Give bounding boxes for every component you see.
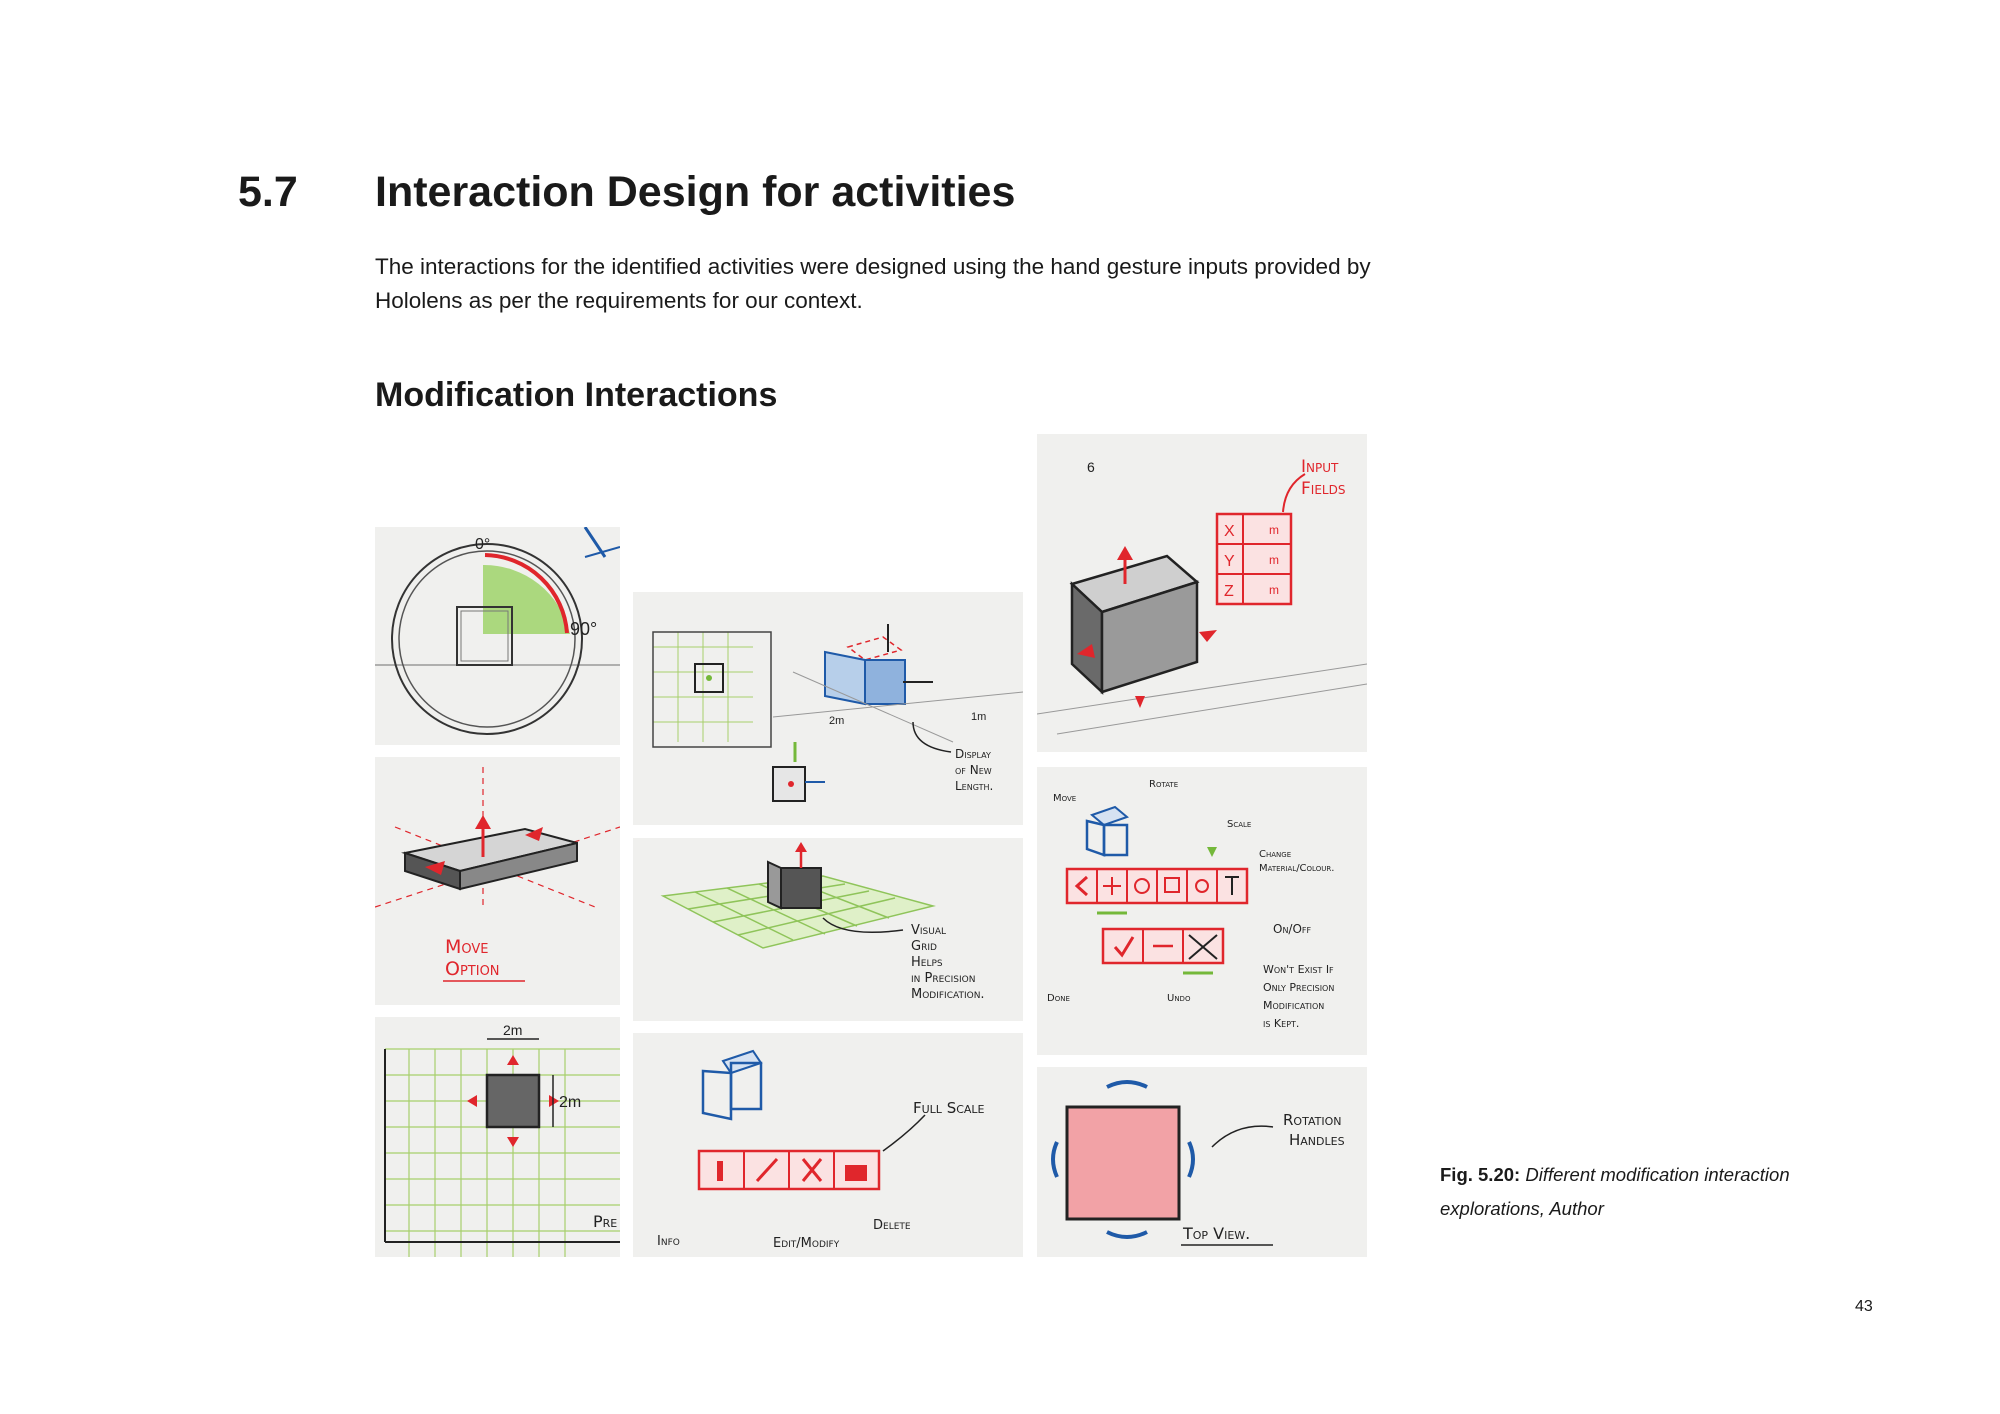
dimension-note-line2: of New xyxy=(955,763,992,777)
toolbar-scale-label: Scale xyxy=(1227,819,1252,830)
menu-scale-note: Full Scale xyxy=(913,1099,985,1117)
menu-delete-label: Delete xyxy=(873,1218,911,1233)
figure-label: Fig. 5.20: xyxy=(1440,1164,1521,1185)
grid-note-line5: Modification. xyxy=(911,987,985,1002)
section-number: 5.7 xyxy=(238,168,298,216)
sketch-scale-grid xyxy=(375,1017,620,1257)
handles-note-line1: Rotation xyxy=(1283,1111,1342,1129)
input-y-unit: m xyxy=(1269,553,1279,567)
toolbar-undo-label: Undo xyxy=(1167,993,1191,1004)
figure-caption xyxy=(1440,1158,1860,1226)
figure-caption-text: Different modification interaction explorations, Author xyxy=(1440,1164,1790,1219)
scale-corner-text: Pre xyxy=(593,1212,618,1231)
toolbar-wont-line2: Only Precision xyxy=(1263,981,1335,994)
menu-info-label: Info xyxy=(657,1234,680,1249)
move-note-line2: Option xyxy=(445,958,500,980)
rotate-label-0: 0° xyxy=(475,536,491,553)
intro-paragraph: The interactions for the identified activities were designed using the hand gesture inputs provided by Hololens as per the requirements for our context. xyxy=(375,254,1371,313)
sketch-rotate-dial xyxy=(375,527,620,745)
grid-note-line3: Helps xyxy=(911,955,943,970)
move-note-line1: Move xyxy=(445,936,489,958)
page-number: 43 xyxy=(1855,1298,1873,1315)
sketch-toolbar xyxy=(1037,767,1367,1055)
menu-edit-label: Edit/Modify xyxy=(773,1236,840,1251)
rotate-label-90: 90° xyxy=(570,619,598,639)
input-z-unit: m xyxy=(1269,583,1279,597)
toolbar-rotate-label: Rotate xyxy=(1149,779,1179,790)
dimension-label-a: 2m xyxy=(829,715,845,727)
input-y-label: Y xyxy=(1224,553,1235,570)
dimension-note-line1: Display xyxy=(955,747,991,761)
toolbar-move-label: Move xyxy=(1053,793,1077,804)
toolbar-done-label: Done xyxy=(1047,993,1070,1004)
toolbar-onoff-label: On/Off xyxy=(1273,922,1312,936)
toolbar-wont-line1: Won't Exist If xyxy=(1263,963,1334,976)
sketch-move-option xyxy=(375,757,620,1005)
sketch-visual-grid xyxy=(633,838,1023,1021)
toolbar-wont-line3: Modification xyxy=(1263,999,1325,1012)
subsection-title: Modification Interactions xyxy=(375,376,778,414)
dimension-note-line3: Length. xyxy=(955,779,994,793)
scale-height-label: 2m xyxy=(559,1094,582,1111)
top-view-label: Top View. xyxy=(1183,1224,1251,1243)
sketch-top-view xyxy=(1037,1067,1367,1257)
toolbar-material-line1: Change xyxy=(1259,849,1292,860)
sketch-dimension-display xyxy=(633,592,1023,825)
section-title: Interaction Design for activities xyxy=(375,168,1016,216)
scale-width-label: 2m xyxy=(503,1022,523,1038)
grid-note-line2: Grid xyxy=(911,939,937,954)
input-z-label: Z xyxy=(1224,583,1234,600)
input-mark: 6 xyxy=(1087,459,1095,475)
grid-note-line4: in Precision xyxy=(911,971,976,986)
toolbar-material-line2: Material/Colour. xyxy=(1259,863,1335,874)
grid-note-line1: Visual xyxy=(911,923,947,938)
handles-note-line2: Handles xyxy=(1289,1131,1345,1149)
input-note-line2: Fields xyxy=(1301,479,1346,499)
sketch-input-fields xyxy=(1037,434,1367,752)
input-x-unit: m xyxy=(1269,523,1279,537)
input-note-line1: Input xyxy=(1301,457,1339,477)
input-x-label: X xyxy=(1224,523,1235,540)
toolbar-wont-line4: is Kept. xyxy=(1263,1017,1300,1030)
dimension-label-b: 1m xyxy=(971,711,987,723)
sketch-basic-menu xyxy=(633,1033,1023,1257)
